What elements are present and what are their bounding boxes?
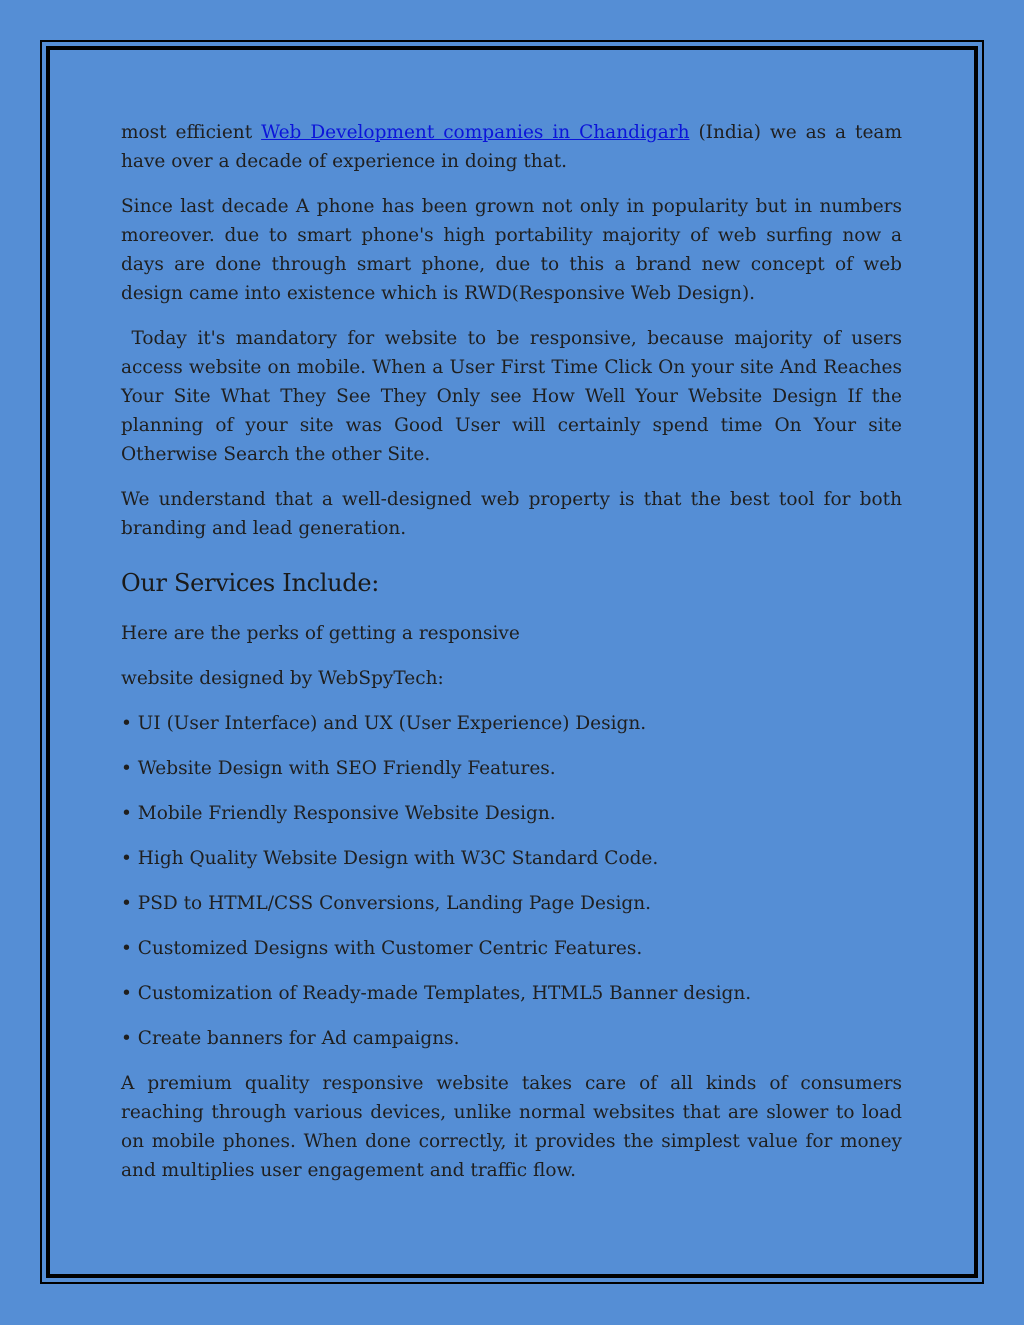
service-item: • Customized Designs with Customer Centric Features. xyxy=(121,938,643,959)
intro-suffix: (India) we as a team have over a decade of experience in doing that. xyxy=(121,122,902,172)
service-item: • UI (User Interface) and UX (User Experience) Design. xyxy=(121,713,647,734)
paragraph-branding: We understand that a well-designed web property is that the best tool for both branding and lead generation. xyxy=(121,489,902,539)
service-item: • Customization of Ready-made Templates, HTML5 Banner design. xyxy=(121,983,752,1004)
paragraph-mandatory: Today it's mandatory for website to be responsive, because majority of users access website on mobile. When a User First Time Click On your site And Reaches Your Site What They See They Only see How Well Your Website Design If the planning of your site was Good User will certainly spend time On Your site Otherwise Search the other Site. xyxy=(121,328,908,465)
service-item: • Mobile Friendly Responsive Website Design. xyxy=(121,803,556,824)
intro-prefix: most efficient xyxy=(121,122,262,143)
document-content xyxy=(121,118,908,1201)
service-item: • Create banners for Ad campaigns. xyxy=(121,1028,460,1049)
intro-paragraph xyxy=(121,118,902,176)
paragraph-rwd: Since last decade A phone has been grown not only in popularity but in numbers moreover. due to smart phone's high portability majority of web surfing now a days are done through smart phone, due to this a brand new concept of web design came into existence which is RWD(Responsive Web Design). xyxy=(121,196,902,304)
services-heading: Our Services Include: xyxy=(121,569,380,597)
service-item: • PSD to HTML/CSS Conversions, Landing Page Design. xyxy=(121,893,652,914)
web-development-link[interactable]: Web Development companies in Chandigarh xyxy=(261,122,690,143)
service-item: • High Quality Website Design with W3C Standard Code. xyxy=(121,848,659,869)
services-intro-line-1: Here are the perks of getting a responsive xyxy=(121,623,520,644)
service-item: • Website Design with SEO Friendly Features. xyxy=(121,758,556,779)
closing-paragraph: A premium quality responsive website takes care of all kinds of consumers reaching through various devices, unlike normal websites that are slower to load on mobile phones. When done correctly, it provides the simplest value for money and multiplies user engagement and traffic flow. xyxy=(121,1073,902,1181)
services-intro-line-2: website designed by WebSpyTech: xyxy=(121,668,444,689)
